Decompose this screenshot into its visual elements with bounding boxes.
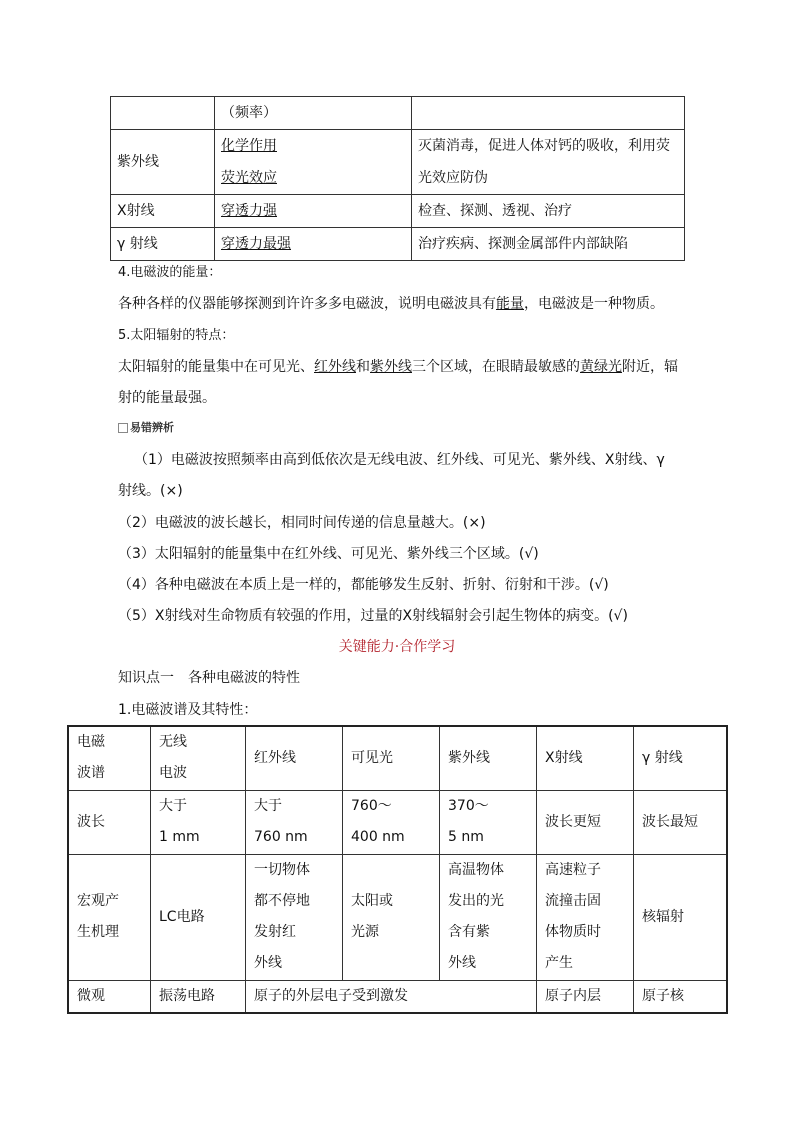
table-row [68, 980, 727, 1013]
table-cell: 紫外线 [111, 130, 215, 195]
subheading: 1.电磁波谱及其特性： [118, 702, 258, 718]
table-cell: γ 射线 [111, 228, 215, 261]
table-cell: 振荡电路 [151, 980, 246, 1013]
text: 太阳辐射的能量集中在可见光、 [118, 359, 314, 375]
table-row [111, 97, 685, 130]
paragraph [118, 357, 678, 377]
paragraph [118, 294, 664, 314]
table-cell: 电磁 波谱 [68, 726, 151, 790]
table-cell [111, 97, 215, 130]
text: 三个区域，在眼睛最敏感的 [412, 359, 580, 375]
cell-line: 灭菌消毒，促进人体对钙的吸收，利用荧 [418, 138, 670, 154]
cell-line: 荧光效应 [221, 170, 277, 186]
table-cell: 原子核 [634, 980, 728, 1013]
table-cell [215, 130, 412, 195]
table-row [111, 228, 685, 261]
error-item: （4）各种电磁波在本质上是一样的，都能够发生反射、折射、衍射和干涉。(√) [118, 577, 609, 593]
table-row [111, 195, 685, 228]
table-cell: γ 射线 [634, 726, 728, 790]
key-ability-heading: 关键能力·合作学习 [338, 639, 456, 655]
table-cell: 无线 电波 [151, 726, 246, 790]
text: 附近，辐 [622, 359, 678, 375]
cell-text: 穿透力最强 [221, 236, 291, 252]
paragraph: 射的能量最强。 [118, 390, 216, 406]
badge-box-icon [118, 423, 128, 433]
underlined-text: 红外线 [314, 359, 356, 375]
text: 和 [356, 359, 370, 375]
knowledge-point: 知识点一 各种电磁波的特性 [118, 670, 300, 686]
error-item: （1）电磁波按照频率由高到低依次是无线电波、红外线、可见光、紫外线、X射线、γ [134, 452, 665, 468]
table-cell: 原子内层 [537, 980, 634, 1013]
error-item: （3）太阳辐射的能量集中在红外线、可见光、紫外线三个区域。(√) [118, 546, 539, 562]
table-cell: （频率） [215, 97, 412, 130]
table-row [111, 130, 685, 195]
section-heading: 5.太阳辐射的特点： [118, 328, 235, 343]
table-cell [412, 97, 685, 130]
cell-text: 穿透力强 [221, 203, 277, 219]
table-cell: 太阳或 光源 [343, 854, 440, 980]
spectrum-table [67, 725, 728, 1014]
table-cell [215, 228, 412, 261]
table-cell: 高温物体 发出的光 含有紫 外线 [440, 854, 537, 980]
text: 各种各样的仪器能够探测到许许多多电磁波，说明电磁波具有 [118, 296, 496, 312]
error-item: 射线。(×) [118, 483, 183, 499]
table-cell: 原子的外层电子受到激发 [246, 980, 537, 1013]
table-cell: 紫外线 [440, 726, 537, 790]
table-cell: 可见光 [343, 726, 440, 790]
table-cell: 检查、探测、透视、治疗 [412, 195, 685, 228]
table-cell: 波长更短 [537, 790, 634, 854]
table-cell: 760～ 400 nm [343, 790, 440, 854]
badge-label: 易错辨析 [130, 421, 174, 434]
table-cell: X射线 [537, 726, 634, 790]
cell-line: 化学作用 [221, 138, 277, 154]
table-row [68, 790, 727, 854]
table-cell: LC电路 [151, 854, 246, 980]
properties-table [110, 96, 685, 261]
table-cell: 大于 760 nm [246, 790, 343, 854]
table-cell [412, 130, 685, 195]
table-cell: 大于 1 mm [151, 790, 246, 854]
section-heading: 4.电磁波的能量： [118, 265, 222, 280]
table-row [68, 726, 727, 790]
table-cell [215, 195, 412, 228]
table-cell: 红外线 [246, 726, 343, 790]
error-item: （5）X射线对生命物质有较强的作用，过量的X射线辐射会引起生物体的病变。(√) [118, 608, 628, 624]
table-cell: 波长 [68, 790, 151, 854]
underlined-text: 黄绿光 [580, 359, 622, 375]
table-cell: 宏观产 生机理 [68, 854, 151, 980]
cell-line: 光效应防伪 [418, 170, 488, 186]
underlined-text: 能量 [496, 296, 524, 312]
table-cell: 370～ 5 nm [440, 790, 537, 854]
error-item: （2）电磁波的波长越长，相同时间传递的信息量越大。(×) [118, 515, 486, 531]
table-cell: 波长最短 [634, 790, 728, 854]
table-cell: X射线 [111, 195, 215, 228]
text: ，电磁波是一种物质。 [524, 296, 664, 312]
table-cell: 治疗疾病、探测金属部件内部缺陷 [412, 228, 685, 261]
error-analysis-badge [118, 419, 174, 435]
underlined-text: 紫外线 [370, 359, 412, 375]
table-row [68, 854, 727, 980]
table-cell: 核辐射 [634, 854, 728, 980]
table-cell: 微观 [68, 980, 151, 1013]
table-cell: 一切物体 都不停地 发射红 外线 [246, 854, 343, 980]
table-cell: 高速粒子 流撞击固 体物质时 产生 [537, 854, 634, 980]
